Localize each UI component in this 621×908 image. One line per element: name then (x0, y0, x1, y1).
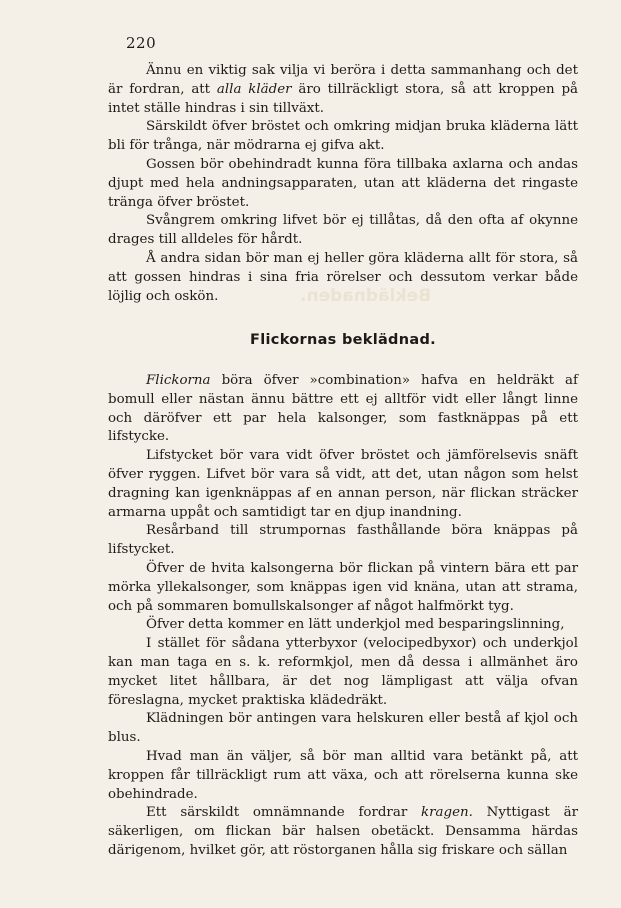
paragraph: Å andra sidan bör man ej heller göra kläderna allt för stora, så att gossen hindras i sina fria rörelser och dessutom verkar både löjlig och oskön. (108, 250, 578, 304)
paragraph-text: äro tillräckligt stora, så att kroppen på intet ställe hindras i sin tillväxt. (108, 81, 578, 116)
paragraph: Resårband till strumpornas fasthållande böra knäppas på lifstycket. (108, 523, 578, 558)
paragraph (108, 372, 578, 447)
paragraph: Hvad man än väljer, så bör man alltid vara betänkt på, att kroppen får tillräckligt rum att växa, och att rörelserna kunna ske obehindrade. (108, 748, 578, 802)
paragraph-text: Ett särskildt omnämnande fordrar (146, 805, 421, 821)
paragraph (108, 62, 578, 118)
paragraph (108, 804, 578, 860)
paragraph: Svångrem omkring lifvet bör ej tillåtas, då den ofta af okynne drages till alldeles för hårdt. (108, 213, 578, 248)
paragraph: Särskildt öfver bröstet och omkring midjan bruka kläderna lätt bli för trånga, när mödrarna ej gifva akt. (108, 119, 578, 154)
emphasis-text: kragen. (421, 805, 473, 821)
emphasis-text: Flickorna (146, 373, 211, 388)
section-heading: Flickornas beklädnad. (250, 332, 436, 348)
paragraph-text: böra öfver »combination» hafva en heldräkt af bomull eller nästan ännu bättre ett ej alltför vidt eller långt linne och däröfver ett par hela kalsonger, som fastknäppas på ett lifstycke. (108, 373, 578, 445)
paragraph: Gossen bör obehindradt kunna föra tillbaka axlarna och andas djupt med hela andningsapparaten, utan att kläderna det ringaste tränga öfver bröstet. (108, 156, 578, 210)
text-block-girls (108, 372, 578, 861)
paragraph: Lifstycket bör vara vidt öfver bröstet och jämförelsevis snäft öfver ryggen. Lifvet bör vara så vidt, att det, utan någon som helst dragning kan igenknäppas af en annan person, när flickan sträcker armarna uppåt och samtidigt tar en djup inandning. (108, 448, 578, 520)
paragraph-text: Ännu en viktig sak vilja vi beröra i detta sammanhang och det är fordran, att (108, 63, 578, 97)
paragraph-text: Nyttigast är säkerligen, om flickan bär halsen obetäckt. Densamma härdas därigenom, hvilket gör, att röstorganen hålla sig friskare och sällan (108, 805, 578, 858)
page-number: 220 (126, 34, 157, 52)
paragraph: I stället för sådana ytterbyxor (velocipedbyxor) och underkjol kan man taga en s. k. reformkjol, men då dessa i allmänhet äro mycket litet hållbara, är det nog lämpligast att välja ofvan föreslagna, mycket praktiska klädedräkt. (108, 636, 578, 708)
emphasis-text: alla kläder (216, 81, 292, 97)
text-block-boys (108, 62, 578, 306)
paragraph: Öfver detta kommer en lätt underkjol med besparingslinning, (146, 617, 565, 633)
paragraph: Öfver de hvita kalsongerna bör flickan på vintern bära ett par mörka yllekalsonger, som knäppas igen vid knäna, utan att strama, och på sommaren bomullskalsonger af något halfmörkt tyg. (108, 560, 578, 614)
paragraph: Klädningen bör antingen vara helskuren eller bestå af kjol och blus. (108, 711, 578, 746)
show-through-text: Beklädnaden. (300, 286, 432, 306)
